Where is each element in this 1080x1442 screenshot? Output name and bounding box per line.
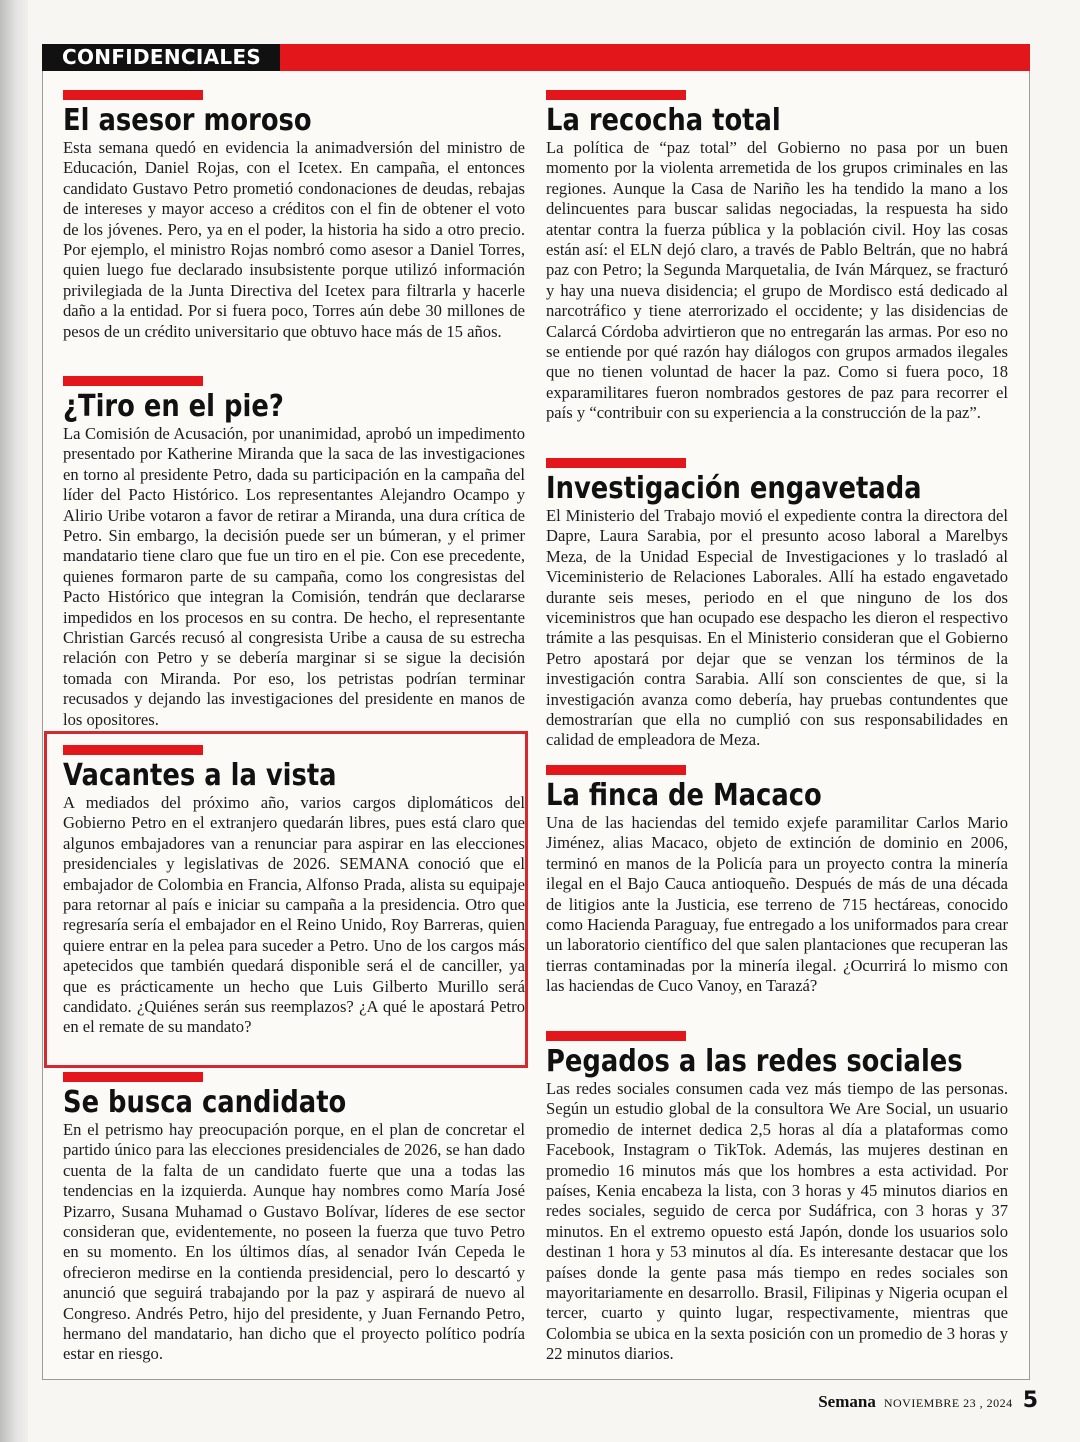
article-title: ¿Tiro en el pie?	[63, 389, 284, 424]
article-se-busca-candidato	[63, 1072, 525, 1365]
article-finca-de-macaco	[546, 765, 1008, 997]
article-tiro-en-el-pie	[63, 376, 525, 730]
article-title: Pegados a las redes sociales	[546, 1044, 963, 1079]
article-pegados-a-las-redes	[546, 1031, 1008, 1365]
article-accent-bar	[546, 90, 686, 100]
article-accent-bar	[63, 90, 203, 100]
article-title: El asesor moroso	[63, 103, 312, 138]
article-body: La política de “paz total” del Gobierno no pasa por un buen momento por la violenta arremetida de los grupos criminales en las regiones. Aunque la Casa de Nariño les ha tendido la mano a los delincuentes para buscar salidas negociadas, la respuesta ha sido atentar contra la fuerza pública y la población civil. Hoy las cosas están así: el ELN dejó claro, a través de Pablo Beltrán, que no habrá paz con Petro; la Segunda Marquetalia, de Iván Márquez, se fracturó y hay una nueva disidencia; el grupo de Mordisco está dedicado al narcotráfico y tiene aterrorizado el occidente; y las disidencias de Calarcá Córdoba advirtieron que no entregarán las armas. Por eso no se entiende por qué razón hay diálogos con grupos armados ilegales que no tienen voluntad de hacer la paz. Como si fuera poco, 18 exparamilitares fueron nombrados gestores de paz para recorrer el país y “contribuir con su experiencia a la construcción de la paz”.	[546, 138, 1008, 423]
article-body: El Ministerio del Trabajo movió el expediente contra la directora del Dapre, Laura Sarabia, por el presunto acoso laboral a Marelbys Meza, de la Unidad Especial de Investigaciones y lo trasladó al Viceministerio de Relaciones Laborales. Allí ha estado engavetado durante seis meses, periodo en el que ninguno de los dos viceministros que han ocupado ese despacho les dieron el respectivo trámite a las pesquisas. En el Ministerio consideran que el Gobierno Petro apostará por dejar que se venzan los términos de la investigación contra Sarabia. Allí son conscientes de que, si la investigación avanza como debería, hay pruebas contundentes que demostrarían que ella no cumplió con sus responsabilidades en calidad de empleadora de Meza.	[546, 506, 1008, 750]
article-accent-bar	[546, 458, 686, 468]
page-footer	[818, 1388, 1038, 1413]
section-header-label: CONFIDENCIALES	[62, 45, 262, 69]
article-title: Vacantes a la vista	[63, 758, 337, 793]
article-accent-bar	[63, 1072, 203, 1082]
article-recocha-total	[546, 90, 1008, 424]
article-body: La Comisión de Acusación, por unanimidad, aprobó un impedimento presentado por Katherine Miranda que la saca de las investigaciones en torno al presidente Petro, dada su participación en la campaña del líder del Pacto Histórico. Los representantes Alejandro Ocampo y Alirio Uribe votaron a favor de retirar a Miranda, una dura crítica de Petro. Sin embargo, la decisión puede ser un búmeran, y el primer mandatario tiene claro que fue un tiro en el pie. Con ese precedente, quienes formaron parte de su campaña, como los congresistas del Pacto Histórico que integran la Comisión, tendrán que declararse impedidos en los procesos en su contra. De hecho, el representante Christian Garcés recusó al congresista Uribe a causa de su estrecha relación con Petro y se debería marginar si se sigue la decisión tomada con Miranda. Por eso, los petristas podrían terminar recusados y dejando las investigaciones del presidente en manos de los opositores.	[63, 424, 525, 729]
issue-date: NOVIEMBRE 23 , 2024	[883, 1396, 1013, 1410]
page-spine-shadow	[0, 0, 28, 1442]
article-body: A mediados del próximo año, varios cargos diplomáticos del Gobierno Petro en el extranjero quedarán libres, pues está claro que algunos embajadores van a renunciar para aspirar en las elecciones presidenciales y legislativas de 2026. SEMANA conoció que el embajador de Colombia en Francia, Alfonso Prada, alista su equipaje para retornar al país e iniciar su campaña a la presidencia. Otro que regresaría sería el embajador en el Reino Unido, Roy Barreras, quien quiere entrar en la pelea para suceder a Petro. Uno de los cargos más apetecidos que también quedará disponible será el de canciller, ya que es prácticamente un hecho que Luis Gilberto Murillo será candidato. ¿Quiénes serán sus reemplazos? ¿A qué le apostará Petro en el remate de su mandato?	[63, 793, 525, 1037]
article-body: Las redes sociales consumen cada vez más tiempo de las personas. Según un estudio global de la consultora We Are Social, un usuario promedio de internet dedica 2,5 horas al día a plataformas como Facebook, Instagram o TikTok. Además, las mujeres destinan en promedio 16 minutos más que los hombres a esta actividad. Por países, Kenia encabeza la lista, con 3 horas y 45 minutos diarios en redes sociales, seguido de cerca por Sudáfrica, con 3 horas y 37 minutos. En el extremo opuesto está Japón, donde los usuarios solo destinan 1 hora y 53 minutos al día. Es interesante destacar que los países donde la gente pasa más tiempo en redes sociales son mayoritariamente en desarrollo. Brasil, Filipinas y Nigeria ocupan el tercer, cuarto y quinto lugar, respectivamente, mientras que Colombia se ubica en la sexta posición con un promedio de 3 horas y 22 minutos diarios.	[546, 1079, 1008, 1364]
article-title: La finca de Macaco	[546, 778, 822, 813]
article-body: Una de las haciendas del temido exjefe paramilitar Carlos Mario Jiménez, alias Macaco, objeto de extinción de dominio en 2006, terminó en manos de la Policía para un proyecto contra la minería ilegal en el Bajo Cauca antioqueño. Después de más de una década de litigios ante la Justicia, ese terreno de 715 hectáreas, conocido como Hacienda Paraguay, fue entregado a los uniformados para crear un laboratorio científico del que salen plantaciones que recuperan las tierras contaminadas por la minería ilegal. ¿Ocurrirá lo mismo con las haciendas de Cuco Vanoy, en Tarazá?	[546, 813, 1008, 996]
article-vacantes-a-la-vista	[63, 745, 525, 1038]
article-accent-bar	[546, 1031, 686, 1041]
article-accent-bar	[63, 745, 203, 755]
article-title: La recocha total	[546, 103, 781, 138]
page-number: 5	[1022, 1388, 1038, 1413]
article-body: En el petrismo hay preocupación porque, en el plan de concretar el partido único para las elecciones presidenciales de 2026, se han dado cuenta de la falta de un candidato fuerte que una a todas las tendencias en la izquierda. Aunque hay nombres como María José Pizarro, Susana Muhamad o Gustavo Bolívar, líderes de ese sector consideran que, evidentemente, no poseen la fuerza que tuvo Petro en su momento. En los últimos días, al senador Iván Cepeda le ofrecieron medirse en la contienda presidencial, pero lo descartó y anunció que seguirá trabajando por la paz y aspirará de nuevo al Congreso. Andrés Petro, hijo del presidente, y Juan Fernando Petro, hermano del mandatario, han dicho que el proyecto político podría estar en riesgo.	[63, 1120, 525, 1364]
article-accent-bar	[546, 765, 686, 775]
magazine-name: Semana	[818, 1392, 876, 1411]
article-investigacion-engavetada	[546, 458, 1008, 751]
article-title: Se busca candidato	[63, 1085, 347, 1120]
article-title: Investigación engavetada	[546, 471, 922, 506]
article-asesor-moroso	[63, 90, 525, 342]
article-accent-bar	[63, 376, 203, 386]
article-body: Esta semana quedó en evidencia la animadversión del ministro de Educación, Daniel Rojas, con el Icetex. En campaña, el entonces candidato Gustavo Petro prometió condonaciones de deudas, rebajas de intereses y mayor acceso a créditos con el fin de obtener el voto de los jóvenes. Pero, ya en el poder, la historia ha sido a otro precio. Por ejemplo, el ministro Rojas nombró como asesor a Daniel Torres, quien luego fue declarado insubsistente porque utilizó información privilegiada de la Junta Directiva del Icetex para filtrarla y hacerle daño a la entidad. Por si fuera poco, Torres aún debe 30 millones de pesos de un crédito universitario que obtuvo hace más de 15 años.	[63, 138, 525, 341]
